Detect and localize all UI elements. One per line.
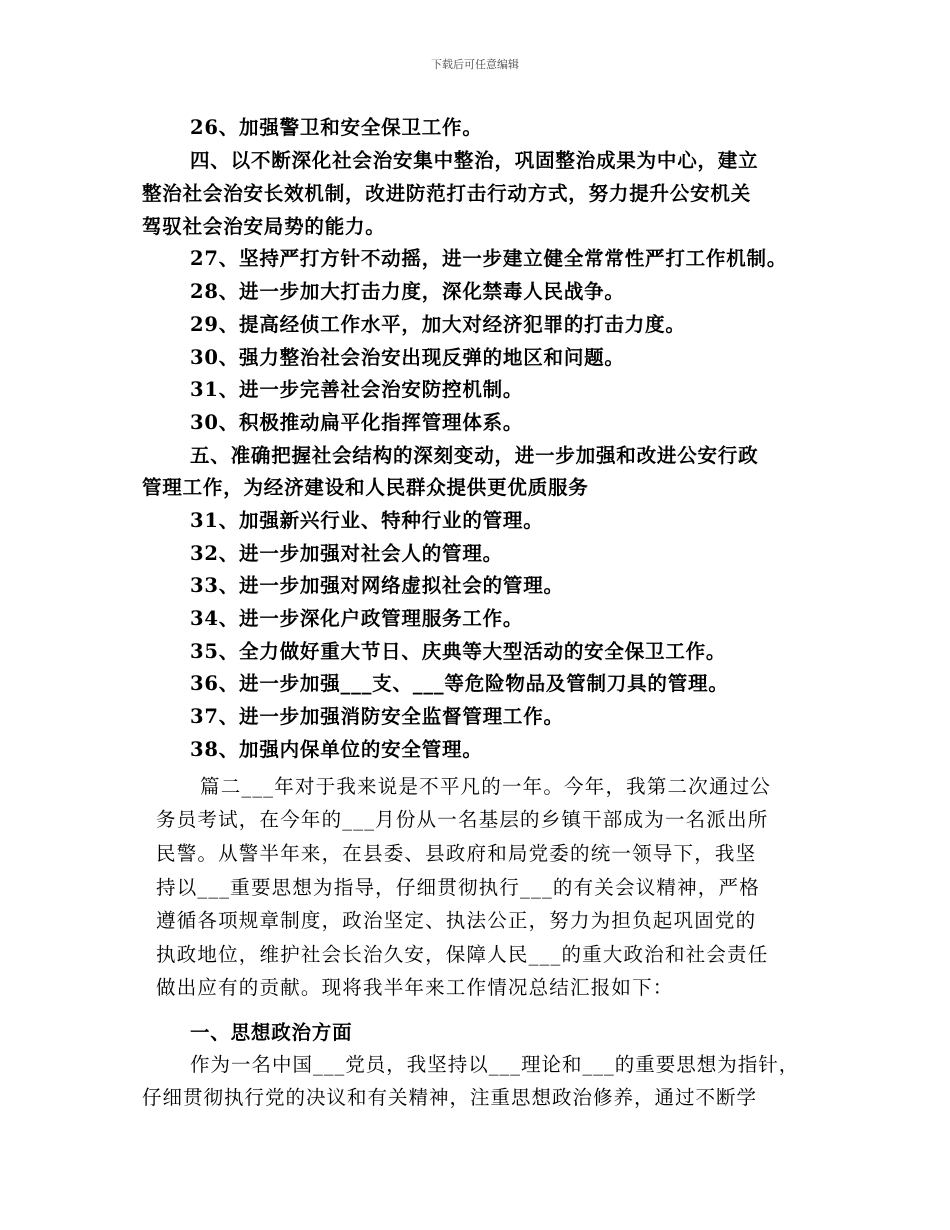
paragraph-line: 务员考试，在今年的___月份从一名基层的乡镇干部成为一名派出所 bbox=[156, 808, 769, 831]
list-item: 34、进一步深化户政管理服务工作。 bbox=[190, 607, 524, 630]
section-heading-four: 四、以不断深化社会治安集中整治，巩固整治成果为中心，建立 bbox=[190, 149, 759, 172]
paragraph-line: 驾驭社会治安局势的能力。 bbox=[142, 215, 386, 238]
paragraph-line: 整治社会治安长效机制，改进防范打击行动方式，努力提升公安机关 bbox=[142, 182, 752, 205]
paragraph-line: 作为一名中国___党员，我坚持以___理论和___的重要思想为指针， bbox=[190, 1053, 800, 1076]
paragraph-line: 仔细贯彻执行党的决议和有关精神，注重思想政治修养，通过不断学 bbox=[142, 1086, 758, 1109]
list-item: 30、强力整治社会治安出现反弹的地区和问题。 bbox=[190, 346, 625, 369]
list-item: 31、加强新兴行业、特种行业的管理。 bbox=[190, 509, 544, 532]
list-item: 32、进一步加强对社会人的管理。 bbox=[190, 542, 503, 565]
list-item: 37、进一步加强消防安全监督管理工作。 bbox=[190, 705, 564, 728]
paragraph-line: 持以___重要思想为指导，仔细贯彻执行___的有关会议精神，严格 bbox=[156, 876, 760, 899]
paragraph-line: 执政地位，维护社会长治久安，保障人民___的重大政治和社会责任 bbox=[156, 943, 769, 966]
paragraph-line: 民警。从警半年来，在县委、县政府和局党委的统一领导下，我坚 bbox=[156, 842, 757, 865]
paragraph-line: 做出应有的贡献。现将我半年来工作情况总结汇报如下： bbox=[156, 976, 674, 999]
list-item: 35、全力做好重大节日、庆典等大型活动的安全保卫工作。 bbox=[190, 640, 727, 663]
paragraph-line: 管理工作，为经济建设和人民群众提供更优质服务 bbox=[142, 476, 589, 499]
list-item: 30、积极推动扁平化指挥管理体系。 bbox=[190, 411, 524, 434]
list-item: 38、加强内保单位的安全管理。 bbox=[190, 738, 483, 761]
list-item: 33、进一步加强对网络虚拟社会的管理。 bbox=[190, 574, 564, 597]
list-item: 36、进一步加强___支、___等危险物品及管制刀具的管理。 bbox=[190, 672, 729, 695]
paragraph-line: 遵循各项规章制度，政治坚定、执法公正，努力为担负起巩固党的 bbox=[156, 909, 757, 932]
list-item: 28、进一步加大打击力度，深化禁毒人民战争。 bbox=[190, 280, 625, 303]
list-item: 29、提高经侦工作水平，加大对经济犯罪的打击力度。 bbox=[190, 313, 686, 336]
list-item: 26、加强警卫和安全保卫工作。 bbox=[190, 116, 483, 139]
section-heading-five: 五、准确把握社会结构的深刻变动，进一步加强和改进公安行政 bbox=[190, 444, 759, 467]
section-heading: 一、思想政治方面 bbox=[190, 1021, 353, 1044]
list-item: 27、坚持严打方针不动摇，进一步建立健全常常性严打工作机制。 bbox=[190, 247, 788, 270]
paragraph-line: 篇二___年对于我来说是不平凡的一年。今年，我第二次通过公 bbox=[200, 775, 772, 798]
page-header: 下载后可任意编辑 bbox=[431, 58, 519, 71]
list-item: 31、进一步完善社会治安防控机制。 bbox=[190, 378, 524, 401]
